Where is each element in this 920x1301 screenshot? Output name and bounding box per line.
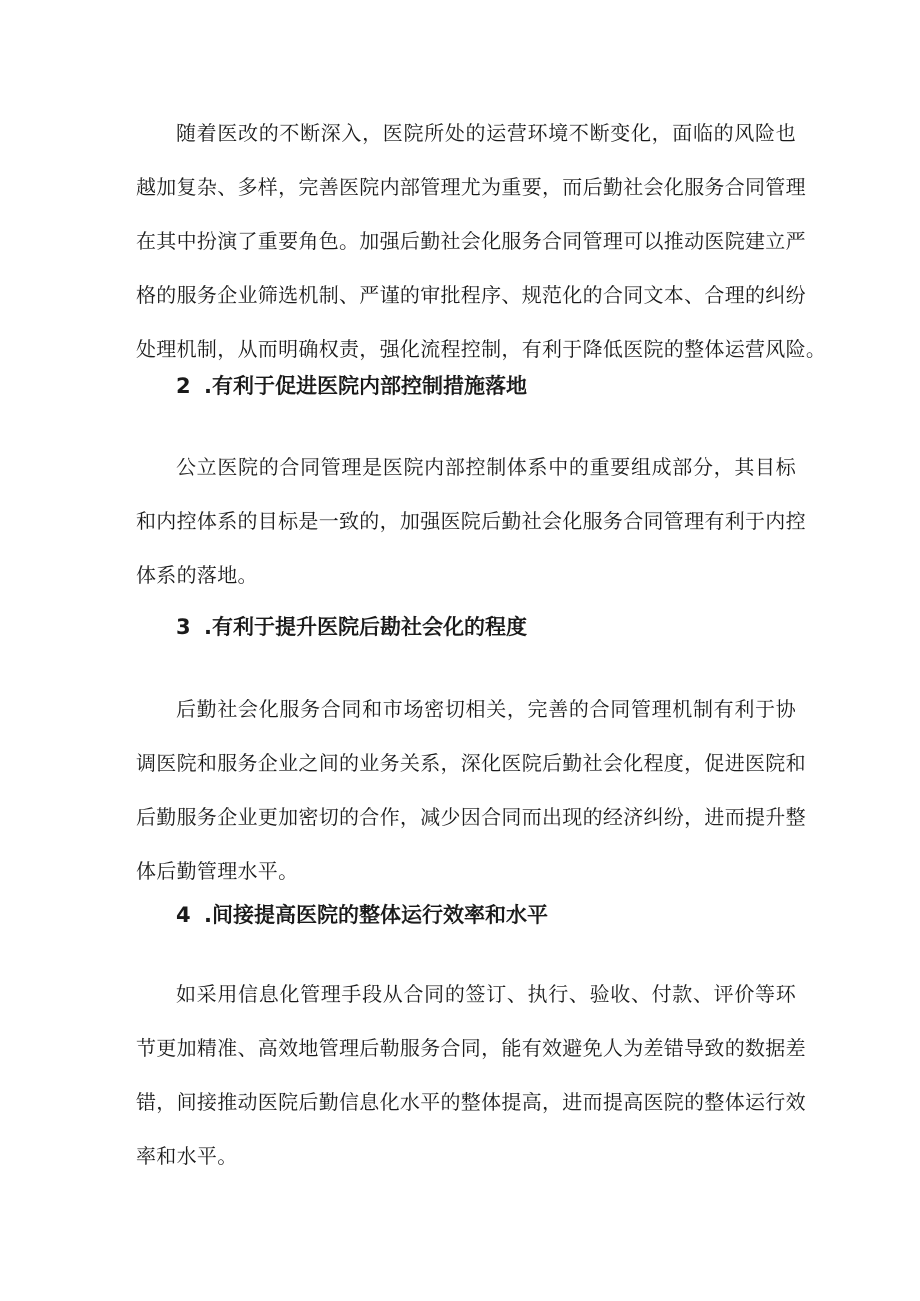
paragraph-line: 错，间接推动医院后勤信息化水平的整体提高，进而提高医院的整体运行效 <box>136 1090 806 1114</box>
paragraph-line: 后勤服务企业更加密切的合作，减少因合同而出现的经济纠纷，进而提升整 <box>136 805 806 829</box>
paragraph-line: 公立医院的合同管理是医院内部控制体系中的重要组成部分，其目标 <box>176 455 796 479</box>
section-number: 3 <box>176 615 191 639</box>
paragraph-efficiency <box>136 967 806 1183</box>
paragraph-line: 体系的落地。 <box>136 563 258 587</box>
paragraph-line: 在其中扮演了重要角色。加强后勤社会化服务合同管理可以推动医院建立严 <box>136 229 806 253</box>
paragraph-line: 越加复杂、多样，完善医院内部管理尤为重要，而后勤社会化服务合同管理 <box>136 175 806 199</box>
paragraph-line: 随着医改的不断深入，医院所处的运营环境不断变化，面临的风险也 <box>176 121 796 145</box>
paragraph-socialization <box>136 682 806 898</box>
paragraph-line: 如采用信息化管理手段从合同的签订、执行、验收、付款、评价等环 <box>176 982 796 1006</box>
section-heading-3 <box>176 612 527 642</box>
section-title: .有利于提升医院后勘社会化的程度 <box>204 615 527 639</box>
paragraph-line: 体后勤管理水平。 <box>136 859 299 883</box>
paragraph-risk <box>136 106 827 376</box>
paragraph-line: 和内控体系的目标是一致的，加强医院后勤社会化服务合同管理有利于内控 <box>136 509 806 533</box>
paragraph-line: 处理机制，从而明确权责，强化流程控制，有利于降低医院的整体运营风险。 <box>136 337 827 361</box>
section-number: 4 <box>176 903 191 927</box>
section-heading-2 <box>176 371 527 401</box>
paragraph-line: 调医院和服务企业之间的业务关系，深化医院后勤社会化程度，促进医院和 <box>136 751 806 775</box>
paragraph-internal-control <box>136 440 806 602</box>
section-title: .有利于促进医院内部控制措施落地 <box>204 374 527 398</box>
paragraph-line: 率和水平。 <box>136 1144 238 1168</box>
section-heading-4 <box>176 900 548 930</box>
section-title: .间接提高医院的整体运行效率和水平 <box>204 903 548 927</box>
paragraph-line: 后勤社会化服务合同和市场密切相关，完善的合同管理机制有利于协 <box>176 697 796 721</box>
paragraph-line: 节更加精准、高效地管理后勒服务合同，能有效避免人为差错导致的数据差 <box>136 1036 806 1060</box>
paragraph-line: 格的服务企业筛选机制、严谨的审批程序、规范化的合同文本、合理的纠纷 <box>136 283 806 307</box>
section-number: 2 <box>176 374 191 398</box>
